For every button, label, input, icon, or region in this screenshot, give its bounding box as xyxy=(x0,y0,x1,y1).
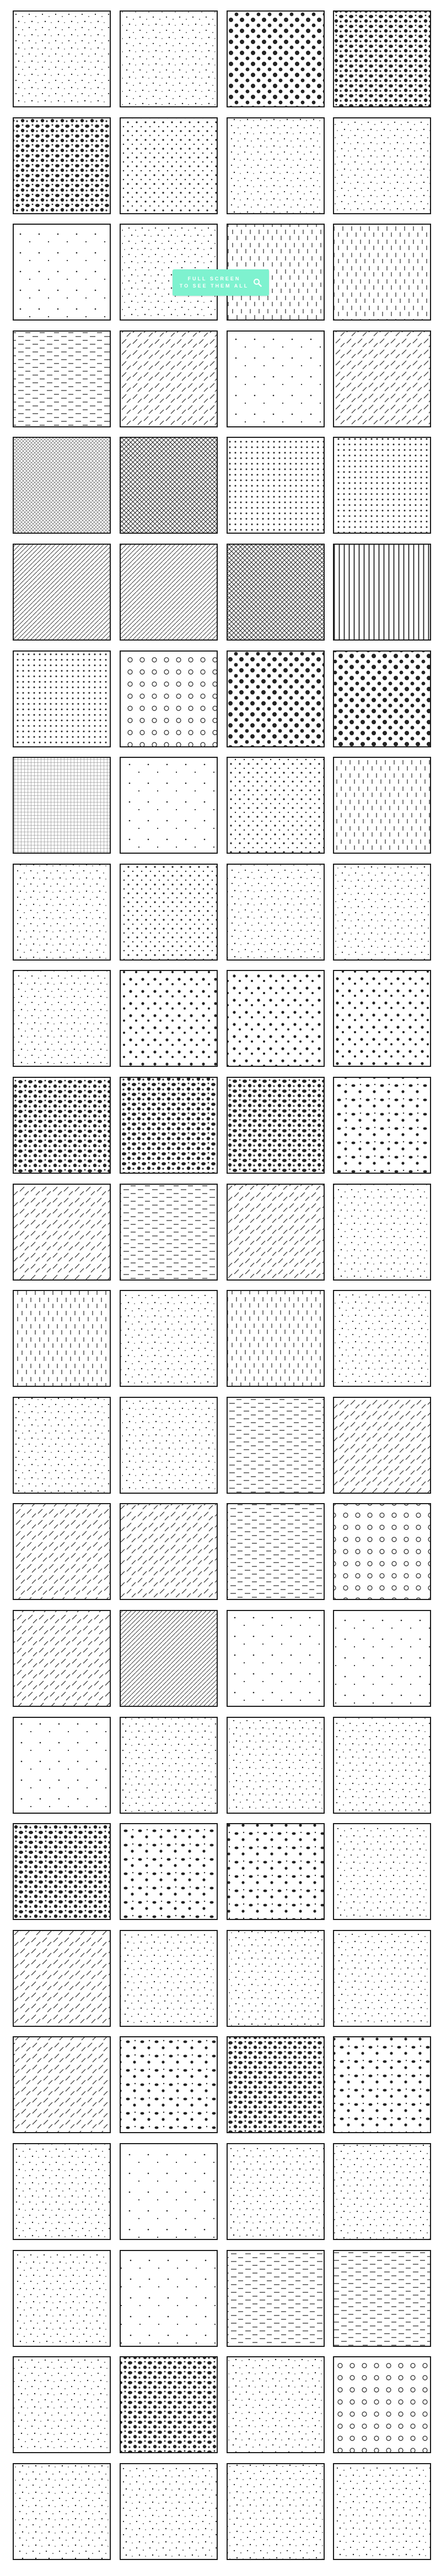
pattern-tile-strokes-diagonal xyxy=(13,1610,111,1707)
pattern-tile-specks xyxy=(333,1930,431,2027)
badge-line-2: TO SEE THEM ALL xyxy=(179,283,249,289)
pattern-tile-specks xyxy=(13,10,111,107)
pattern-tile-dashes-horizontal xyxy=(227,1503,325,1600)
pattern-tile-strokes-diagonal xyxy=(13,1930,111,2027)
pattern-tile-rings-grid xyxy=(333,1503,431,1600)
pattern-tile-crosshatch xyxy=(227,544,325,641)
pattern-tile-specks xyxy=(120,1397,218,1494)
pattern-tile-specks xyxy=(120,10,218,107)
pattern-tile-blobs-dense xyxy=(13,1823,111,1920)
pattern-tile-specks xyxy=(120,1290,218,1387)
pattern-tile-specks xyxy=(120,1717,218,1814)
pattern-tile-dots-small xyxy=(227,757,325,854)
pattern-tile-strokes-diagonal xyxy=(333,1397,431,1494)
pattern-tile-specks-sparse xyxy=(227,330,325,427)
pattern-tile-specks xyxy=(333,1184,431,1281)
pattern-tile-strokes-diagonal xyxy=(13,1184,111,1281)
search-icon xyxy=(253,278,262,287)
pattern-tile-dots-small xyxy=(120,117,218,214)
pattern-tile-specks-sparse xyxy=(120,757,218,854)
pattern-tile-specks xyxy=(13,2356,111,2453)
pattern-tile-specks xyxy=(13,2250,111,2347)
pattern-tile-blobs-dense xyxy=(227,2036,325,2133)
pattern-tile-specks xyxy=(333,1290,431,1387)
pattern-tile-dots-grid xyxy=(13,650,111,747)
pattern-tile-lines-vertical xyxy=(333,544,431,641)
pattern-tile-specks xyxy=(227,2356,325,2453)
pattern-tile-strokes-diagonal xyxy=(333,330,431,427)
pattern-tile-dashes-horizontal xyxy=(13,330,111,427)
pattern-tile-dots-grid xyxy=(227,437,325,534)
pattern-tile-crosshatch xyxy=(120,437,218,534)
pattern-tile-lines-diagonal xyxy=(13,544,111,641)
full-screen-badge[interactable] xyxy=(173,269,269,296)
pattern-tile-blobs-dense xyxy=(120,2356,218,2453)
pattern-tile-specks xyxy=(227,1930,325,2027)
pattern-tile-specks xyxy=(120,1930,218,2027)
pattern-tile-dashes-horizontal xyxy=(227,2250,325,2347)
pattern-tile-dashes-vertical xyxy=(13,1290,111,1387)
pattern-tile-dots-grid xyxy=(333,437,431,534)
pattern-tile-specks-sparse xyxy=(13,1717,111,1814)
pattern-tile-blobs xyxy=(120,2036,218,2133)
pattern-tile-fine-grid xyxy=(13,757,111,854)
pattern-tile-blobs xyxy=(120,1823,218,1920)
pattern-tile-lines-diagonal xyxy=(120,1610,218,1707)
pattern-tile-specks xyxy=(333,117,431,214)
pattern-tile-specks xyxy=(227,864,325,961)
pattern-tile-specks xyxy=(13,970,111,1067)
pattern-tile-dashes-vertical xyxy=(227,1290,325,1387)
pattern-tile-rings-grid xyxy=(333,2356,431,2453)
pattern-tile-blobs-dense xyxy=(13,117,111,214)
pattern-tile-dashes-vertical xyxy=(333,757,431,854)
pattern-tile-specks-sparse xyxy=(120,2143,218,2240)
pattern-tile-blobs-dense xyxy=(227,1077,325,1174)
pattern-tile-specks xyxy=(333,864,431,961)
badge-line-1: FULL SCREEN xyxy=(187,276,241,281)
pattern-tile-blobs xyxy=(333,1077,431,1174)
pattern-tile-blobs xyxy=(227,1823,325,1920)
pattern-tile-strokes-diagonal xyxy=(13,2036,111,2133)
pattern-tile-dots-large xyxy=(227,650,325,747)
pattern-tile-lines-diagonal xyxy=(120,544,218,641)
pattern-tile-specks-sparse xyxy=(13,224,111,321)
pattern-tile-specks xyxy=(120,2463,218,2560)
pattern-tile-specks xyxy=(13,2463,111,2560)
pattern-tile-specks xyxy=(227,1717,325,1814)
pattern-tile-specks xyxy=(227,117,325,214)
pattern-tile-specks-sparse xyxy=(333,1610,431,1707)
pattern-tile-specks xyxy=(227,2463,325,2560)
pattern-tile-specks xyxy=(227,2143,325,2240)
pattern-tile-specks xyxy=(333,1717,431,1814)
pattern-tile-dots-medium xyxy=(227,970,325,1067)
pattern-tile-dots-large xyxy=(227,10,325,107)
pattern-tile-dots-small xyxy=(120,864,218,961)
pattern-tile-specks xyxy=(333,2143,431,2240)
pattern-tile-specks xyxy=(13,1397,111,1494)
pattern-tile-specks xyxy=(13,864,111,961)
badge-text xyxy=(180,275,249,290)
pattern-tile-specks xyxy=(13,2143,111,2240)
pattern-tile-blobs-dense xyxy=(333,10,431,107)
pattern-tile-blobs-dense xyxy=(120,1077,218,1174)
pattern-tile-blobs xyxy=(333,2036,431,2133)
pattern-tile-dashes-horizontal xyxy=(227,1397,325,1494)
pattern-tile-blobs-dense xyxy=(13,1077,111,1174)
pattern-tile-crosshatch-fine xyxy=(13,437,111,534)
pattern-tile-strokes-diagonal xyxy=(120,330,218,427)
pattern-tile-dots-medium xyxy=(333,970,431,1067)
pattern-tile-strokes-diagonal xyxy=(13,1503,111,1600)
pattern-tile-specks xyxy=(333,2463,431,2560)
pattern-tile-dashes-vertical xyxy=(333,224,431,321)
pattern-tile-specks-sparse xyxy=(120,2250,218,2347)
pattern-tile-dots-medium xyxy=(120,970,218,1067)
pattern-tile-strokes-diagonal xyxy=(120,1503,218,1600)
pattern-tile-specks-sparse xyxy=(227,1610,325,1707)
pattern-tile-dashes-horizontal xyxy=(120,1184,218,1281)
pattern-tile-dots-large xyxy=(333,650,431,747)
pattern-tile-dashes-horizontal xyxy=(333,2250,431,2347)
pattern-tile-rings-grid xyxy=(120,650,218,747)
pattern-tile-specks xyxy=(333,1823,431,1920)
pattern-tile-strokes-diagonal xyxy=(227,1184,325,1281)
